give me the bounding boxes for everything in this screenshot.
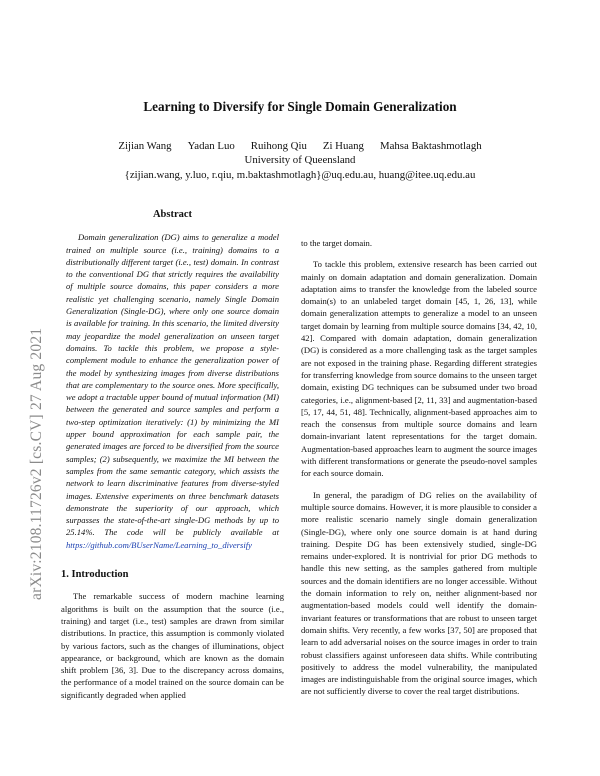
section-heading-introduction: 1. Introduction (61, 569, 129, 581)
author-name: Ruihong Qiu (250, 140, 307, 152)
author-name: Zijian Wang (118, 140, 172, 152)
abstract-heading: Abstract (152, 209, 193, 220)
author-name: Mahsa Baktashmotlagh (379, 140, 482, 152)
body-paragraph: To tackle this problem, extensive research has been carried out mainly on domain adaptation and domain generalization. Domain adaptation aims to transfer the knowledge from the labeled source domain(s) to an unlabeled target domain [45, 1, 26, 13], while domain generalization attempts to generalize a model to an unseen target domain by learning from multiple source domains [34, 42, 10, 42]. Compared with domain adaptation, domain generalization (DG) is considered as a more challenging task as the target samples are not exposed in the training phase. Regarding different strategies for transferring knowledge from source domains to the unseen target domain, existing DG techniques can be subsumed under two broad categories, i.e., alignment-based [2, 11, 33] and augmentation-based [5, 17, 44, 51, 48]. Technically, alignment-based approaches aim to reach the consensus from multiple source domains and learn domain-invariant latent representations for the target domain. Augmentation-based approaches learn to augment the source images with different transformations or generate the pseudo-novel samples for each source domain. (301, 259, 538, 479)
author-name: Zi Huang (322, 140, 364, 152)
abstract-body (66, 231, 279, 551)
author-list (60, 140, 540, 152)
body-paragraph: In general, the paradigm of DG relies on the availability of multiple source domains. However, it is more plausible to consider a more realistic scenario namely single domain generalization (Single-DG), where only one source domain is at hand during training. Despite DG has been extensively studied, single-DG remains under-explored. It is nontrivial for prior DG methods to handle this new setting, as the samples gathered from multiple sources and the domain identifiers are no longer accessible. Without the domain information to rely on, neither alignment-based nor augmentation-based models could well identify the domain-invariant features or transformations that are robust to unseen target domain shifts. Very recently, a few works [37, 50] are proposed that learn to add adversarial noises on the source images in order to train robust classifiers against unforeseen data shifts. While contributing positively to address the model vulnerability, the manipulated images are indistinguishable from the original source images, which are not sufficiently diverse to cover the real target distributions. (301, 489, 537, 697)
paper-title: Learning to Diversify for Single Domain Generalization (143, 99, 457, 114)
intro-paragraph: The remarkable success of modern machine learning algorithms is built on the assumption that the source (i.e., training) and target (i.e., test) samples are drawn from similar distributions. In practice, this assumption is commonly violated by various factors, such as the changes of illuminations, object appearance, or background, which are known as the domain shift problem [36, 3]. Due to the discrepancy across domains, the performance of a model trained on the source domain can be significantly degraded when applied (61, 591, 284, 700)
arxiv-stamp: arXiv:2108.11726v2 [cs.CV] 27 Aug 2021 (28, 327, 45, 600)
abstract-text: Domain generalization (DG) aims to generalize a model trained on multiple source (i.e., training) domains to a distributionally different target (i.e., test) domain. In contrast to the conventional DG that strictly requires the availability of multiple source domains, this paper considers a more realistic yet challenging scenario, namely Single Domain Generalization (Single-DG), where only one source domain is available for training. In this scenario, the limited diversity may jeopardize the model generalization on unseen target domains. To tackle this problem, we propose a style-complement module to enhance the generalization power of the model by synthesizing images from diverse distributions that are complementary to the source ones. More specifically, we adopt a tractable upper bound of mutual information (MI) between the generated and source samples and perform a two-step optimization iteratively: (1) by minimizing the MI upper bound approximation for each sample pair, the generated images are forced to be diversified from the source samples; (2) subsequently, we maximize the MI between the samples from the same semantic category, which assists the network to learn discriminative features from diverse-styled images. Extensive experiments on three benchmark datasets demonstrate the superiority of our approach, which surpasses the state-of-the-art single-DG methods by up to 25.14%. The code will be publicly available at (66, 232, 279, 538)
continued-paragraph: to the target domain. (301, 238, 372, 248)
author-name: Yadan Luo (187, 140, 235, 152)
left-column (61, 209, 284, 701)
code-link[interactable]: https://github.com/BUserName/Learning_to_diversify (66, 539, 252, 550)
author-emails: {zijian.wang, y.luo, r.qiu, m.baktashmotlagh}@uq.edu.au, huang@itee.uq.edu.au (124, 169, 476, 181)
affiliation: University of Queensland (244, 154, 356, 166)
right-column (301, 237, 537, 707)
